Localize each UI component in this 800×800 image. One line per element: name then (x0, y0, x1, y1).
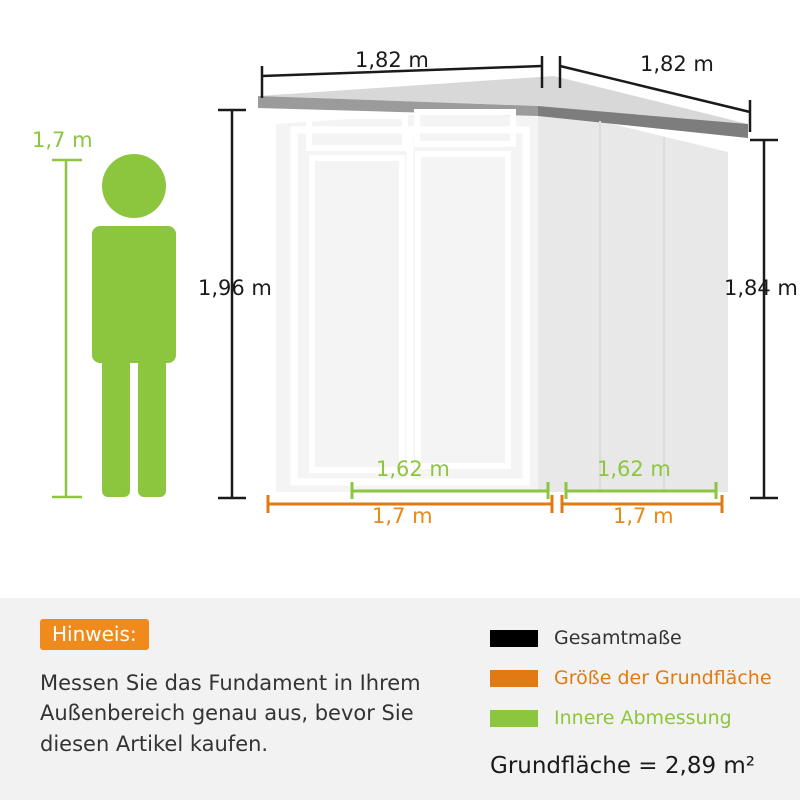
legend-item-inner (490, 698, 790, 738)
back-height-label: 1,84 m (724, 276, 798, 300)
legend-label-base: Größe der Grundfläche (554, 667, 772, 689)
total-area-label: Grundfläche = 2,89 m² (490, 753, 756, 779)
legend-item-overall (490, 618, 790, 658)
person-height-label: 1,7 m (32, 128, 93, 152)
shed-side-wall (538, 106, 728, 492)
person-silhouette (92, 154, 176, 497)
info-panel (0, 598, 800, 800)
front-height-label: 1,96 m (198, 276, 272, 300)
side-width-label: 1,82 m (640, 52, 714, 76)
front-width-label: 1,82 m (355, 48, 429, 72)
note-badge: Hinweis: (40, 619, 149, 650)
person-height-dimension (52, 160, 82, 497)
legend-swatch-base-icon (490, 670, 538, 687)
legend-label-overall: Gesamtmaße (554, 627, 682, 649)
legend-item-base (490, 658, 790, 698)
inner-side-width-label: 1,62 m (597, 457, 671, 481)
base-side-width-label: 1,7 m (613, 504, 674, 528)
note-text: Messen Sie das Fundament in Ihrem Außenbereich genau aus, bevor Sie diesen Artikel kaufen. (40, 671, 421, 756)
base-front-width-label: 1,7 m (372, 504, 433, 528)
legend-label-inner: Innere Abmessung (554, 707, 732, 729)
inner-front-width-label: 1,62 m (376, 457, 450, 481)
legend-swatch-overall-icon (490, 630, 538, 647)
legend (490, 618, 790, 738)
legend-swatch-inner-icon (490, 710, 538, 727)
